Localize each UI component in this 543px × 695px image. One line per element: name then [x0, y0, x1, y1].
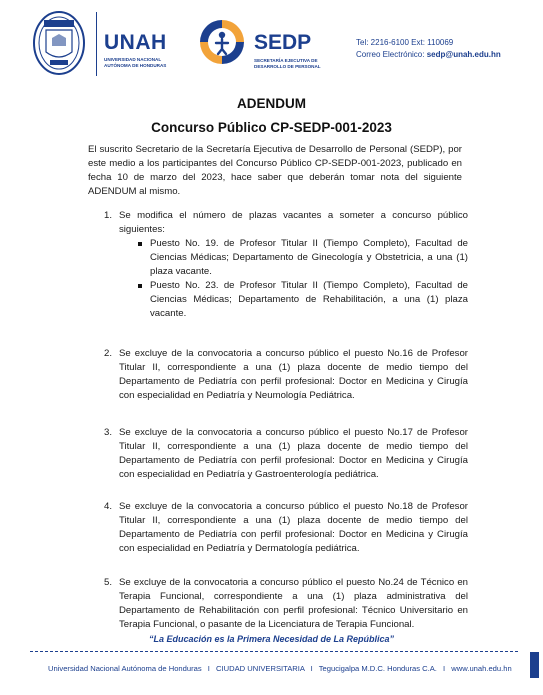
- email-line: Correo Electrónico: sedp@unah.edu.hn: [356, 50, 501, 59]
- item-text: Se excluye de la convocatoria a concurso público el puesto No.18 de Profesor Titular II, correspondiente a una (1) plaza docente de medio tiempo del Departamento de Pediatría con perfil profesional: Doctor en Medicina y Cirugía con especialidad en Pediatría y Dermatología pediátrica.: [119, 501, 468, 554]
- letterhead: [30, 10, 530, 82]
- footer-address: Universidad Nacional Autónoma de Honduras I CIUDAD UNIVERSITARIA I Tegucigalpa M.D.C. Honduras C.A. I www.unah.edu.hn: [48, 664, 512, 673]
- phone-line: Tel: 2216-6100 Ext: 110069: [356, 38, 454, 47]
- footer-accent-tab: [530, 652, 539, 678]
- addendum-list: [104, 209, 468, 632]
- document-title: ADENDUM: [237, 96, 306, 111]
- bullet-icon: [138, 284, 142, 288]
- sedp-logo-icon: [196, 16, 248, 68]
- unah-seal-icon: [32, 10, 86, 76]
- unah-wordmark: UNAH: [104, 31, 167, 54]
- footer-divider: [30, 651, 518, 652]
- list-item: 2. Se excluye de la convocatoria a concurso público el puesto No.16 de Profesor Titular II, correspondiente a una (1) plaza docente de medio tiempo del Departamento de Pediatría con perfil profesional: Doctor en Medicina y Cirugía con especialidad en Pediatría y Neumología Pediátrica.: [104, 348, 468, 401]
- list-item: 5. Se excluye de la convocatoria a concurso público el puesto No.24 de Técnico en Terapia Funcional, correspondiente a una (1) plaza administrativa del Departamento de Rehabilitación con perfil profesional: Técnico Universitario en Terapia Funcional, o pasante de la Licenciatura de Terapia Funcional.: [104, 577, 468, 630]
- list-item: 4. Se excluye de la convocatoria a concurso público el puesto No.18 de Profesor Titular II, correspondiente a una (1) plaza docente de medio tiempo del Departamento de Pediatría con perfil profesional: Doctor en Medicina y Cirugía con especialidad en Pediatría y Dermatología pediátrica.: [104, 501, 468, 554]
- sedp-wordmark: SEDP: [254, 31, 312, 54]
- item-text: Se excluye de la convocatoria a concurso público el puesto No.16 de Profesor Titular II, correspondiente a una (1) plaza docente de medio tiempo del Departamento de Pediatría con perfil profesional: Doctor en Medicina y Cirugía con especialidad en Pediatría y Neumología Pediátrica.: [119, 348, 468, 401]
- sub-list-item: Puesto No. 19. de Profesor Titular II (Tiempo Completo), Facultad de Ciencias Médicas; Departamento de Ginecología y Obstetricia, a una (1) plaza vacante.: [119, 237, 468, 279]
- list-item: 3. Se excluye de la convocatoria a concurso público el puesto No.17 de Profesor Titular II, correspondiente a una (1) plaza docente de medio tiempo del Departamento de Pediatría con perfil profesional: Doctor en Medicina y Cirugía con especialidad en Pediatría y Gastroenterología pediátrica.: [104, 427, 468, 480]
- list-item: 1. Se modifica el número de plazas vacantes a someter a concurso público siguientes: Puesto No. 19. de Profesor Titular II (Tiempo Completo), Facultad de Ciencias Médicas; Departamento de Ginecología y Obstetricia, a una (1) plaza vacante. Puesto No. 23. de Profesor Titular II (Tiempo Completo), Facultad de Ciencias Médicas; Departamento de Rehabilitación, a una (1) plaza vacante.: [104, 210, 468, 319]
- item-text: Se excluye de la convocatoria a concurso público el puesto No.24 de Técnico en Terapia Funcional, correspondiente a una (1) plaza administrativa del Departamento de Rehabilitación con perfil profesional: Técnico Universitario en Terapia Funcional, o pasante de la Licenciatura de Terapia Funcional.: [119, 577, 468, 630]
- unah-subtitle: UNIVERSIDAD NACIONAL AUTÓNOMA DE HONDURAS: [104, 57, 167, 68]
- website-link[interactable]: www.unah.edu.hn: [451, 664, 512, 673]
- bullet-icon: [138, 242, 142, 246]
- sedp-subtitle: SECRETARÍA EJECUTIVA DE DESARROLLO DE PERSONAL: [254, 58, 321, 69]
- sub-list: [119, 237, 468, 321]
- email-link[interactable]: sedp@unah.edu.hn: [426, 50, 501, 59]
- sub-list-item: Puesto No. 23. de Profesor Titular II (Tiempo Completo), Facultad de Ciencias Médicas; Departamento de Rehabilitación, a una (1) plaza vacante.: [119, 279, 468, 321]
- contact-info: [356, 37, 501, 61]
- intro-paragraph: El suscrito Secretario de la Secretaría Ejecutiva de Desarrollo de Personal (SEDP), por este medio a los participantes del Concurso Público CP-SEDP-001-2023, publicado en fecha 10 de marzo del 2023, hace saber que deberán tomar nota del siguiente ADENDUM al mismo.: [88, 144, 462, 197]
- item-text: Se excluye de la convocatoria a concurso público el puesto No.17 de Profesor Titular II, correspondiente a una (1) plaza docente de medio tiempo del Departamento de Pediatría con perfil profesional: Doctor en Medicina y Cirugía con especialidad en Pediatría y Gastroenterología pediátrica.: [119, 427, 468, 480]
- item-text: Se modifica el número de plazas vacantes a someter a concurso público siguientes:: [119, 210, 468, 235]
- header-divider: [96, 12, 97, 76]
- footer-motto: “La Educación es la Primera Necesidad de La República”: [148, 634, 395, 644]
- document-subtitle: Concurso Público CP-SEDP-001-2023: [151, 120, 392, 135]
